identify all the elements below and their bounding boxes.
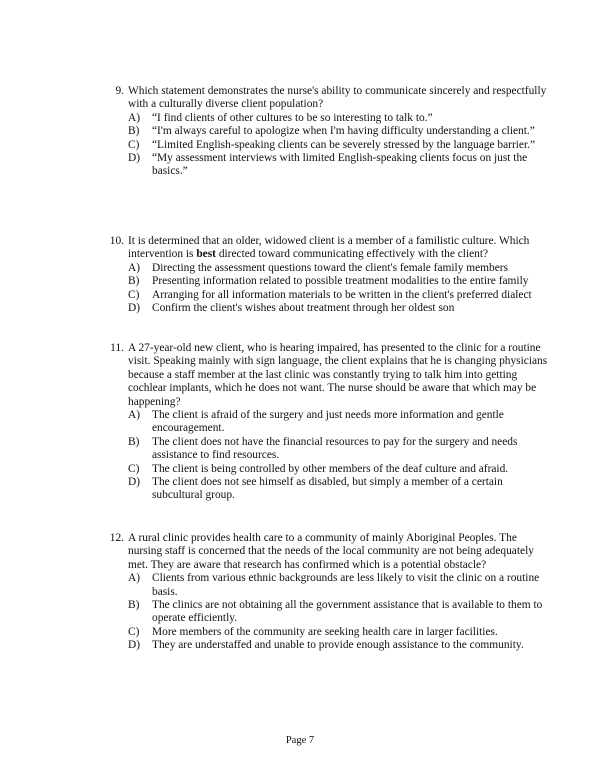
option-c	[128, 626, 552, 639]
option-letter: A)	[128, 409, 141, 422]
question-11	[102, 342, 552, 503]
option-text: “My assessment interviews with limited English-speaking clients focus on just the basics.”	[152, 152, 528, 178]
option-letter: B)	[128, 599, 140, 612]
option-text: The client does not have the financial resources to pay for the surgery and needs assistance to find resources.	[152, 435, 518, 462]
question-number: 12.	[109, 532, 124, 544]
option-text: The client is afraid of the surgery and just needs more information and gentle encouragement.	[152, 409, 504, 435]
question-stem	[128, 342, 552, 409]
option-letter: B)	[128, 275, 140, 288]
option-b	[128, 599, 552, 626]
option-a	[128, 112, 552, 125]
stem-text: A 27-year-old new client, who is hearing impaired, has presented to the clinic for a routine visit. Speaking mainly with sign language, the client explains that he is changing physicians because a staff member at the last clinic was constantly trying to talk him into getting cochlear implants, which he does not want. The nurse should be aware that which may be happening?	[128, 342, 548, 408]
question-stem	[128, 235, 552, 262]
option-b	[128, 436, 552, 463]
page-number: Page 7	[285, 735, 315, 746]
option-letter: A)	[128, 261, 141, 274]
option-d	[128, 152, 552, 179]
stem-emphasis: best	[196, 248, 216, 261]
option-a	[128, 572, 552, 599]
option-d	[128, 302, 552, 315]
option-letter: D)	[128, 476, 141, 489]
question-number: 11.	[110, 342, 124, 354]
answer-options	[128, 112, 552, 179]
option-b	[128, 275, 552, 288]
option-text: Clients from various ethnic backgrounds are less likely to visit the clinic on a routine basis.	[152, 572, 540, 598]
option-text: “Limited English-speaking clients can be severely stressed by the language barrier.”	[152, 138, 536, 151]
option-text: “I'm always careful to apologize when I'm having difficulty understanding a client.”	[152, 125, 535, 138]
option-letter: D)	[128, 152, 141, 165]
option-text: More members of the community are seeking health care in larger facilities.	[152, 625, 498, 638]
question-number: 9.	[115, 85, 124, 97]
option-c	[128, 463, 552, 476]
stem-text: It is determined that an older, widowed client is a member of a familistic culture. Which intervention is	[128, 235, 530, 261]
option-c	[128, 289, 552, 302]
answer-options	[128, 572, 552, 652]
option-b	[128, 125, 552, 138]
option-letter: C)	[128, 462, 140, 475]
stem-text-continued: directed toward communicating effectively with the client?	[215, 248, 489, 261]
option-text: They are understaffed and unable to provide enough assistance to the community.	[152, 639, 524, 652]
option-text: The client is being controlled by other members of the deaf culture and afraid.	[152, 462, 509, 475]
option-letter: D)	[128, 639, 141, 652]
question-9	[102, 85, 552, 179]
option-d	[128, 476, 552, 503]
option-letter: B)	[128, 125, 140, 138]
option-letter: C)	[128, 138, 140, 151]
option-letter: C)	[128, 288, 140, 301]
option-text: “I find clients of other cultures to be so interesting to talk to.”	[152, 111, 433, 124]
question-number: 10.	[109, 235, 124, 247]
option-text: Directing the assessment questions toward the client's female family members	[152, 261, 509, 274]
answer-options	[128, 409, 552, 503]
option-letter: A)	[128, 572, 141, 585]
option-d	[128, 639, 552, 652]
option-letter: C)	[128, 625, 140, 638]
option-letter: A)	[128, 111, 141, 124]
option-letter: D)	[128, 302, 141, 315]
stem-text: A rural clinic provides health care to a community of mainly Aboriginal Peoples. The nursing staff is concerned that the needs of the local community are not being adequately met. They are aware that research has confirmed which is a potential obstacle?	[128, 532, 534, 571]
option-text: Arranging for all information materials to be written in the client's preferred dialect	[152, 288, 532, 301]
option-text: The client does not see himself as disabled, but simply a member of a certain subcultural group.	[152, 476, 503, 502]
option-c	[128, 139, 552, 152]
option-letter: B)	[128, 435, 140, 448]
option-text: Confirm the client's wishes about treatment through her oldest son	[152, 302, 455, 315]
option-text: Presenting information related to possible treatment modalities to the entire family	[152, 275, 529, 288]
option-a	[128, 262, 552, 275]
question-10	[102, 235, 552, 315]
option-a	[128, 409, 552, 436]
question-12	[102, 532, 552, 653]
question-stem	[128, 532, 552, 572]
stem-text: Which statement demonstrates the nurse's ability to communicate sincerely and respectfully with a culturally diverse client population?	[128, 85, 547, 111]
option-text: The clinics are not obtaining all the government assistance that is available to them to operate efficiently.	[152, 599, 543, 625]
question-stem	[128, 85, 552, 112]
answer-options	[128, 262, 552, 316]
